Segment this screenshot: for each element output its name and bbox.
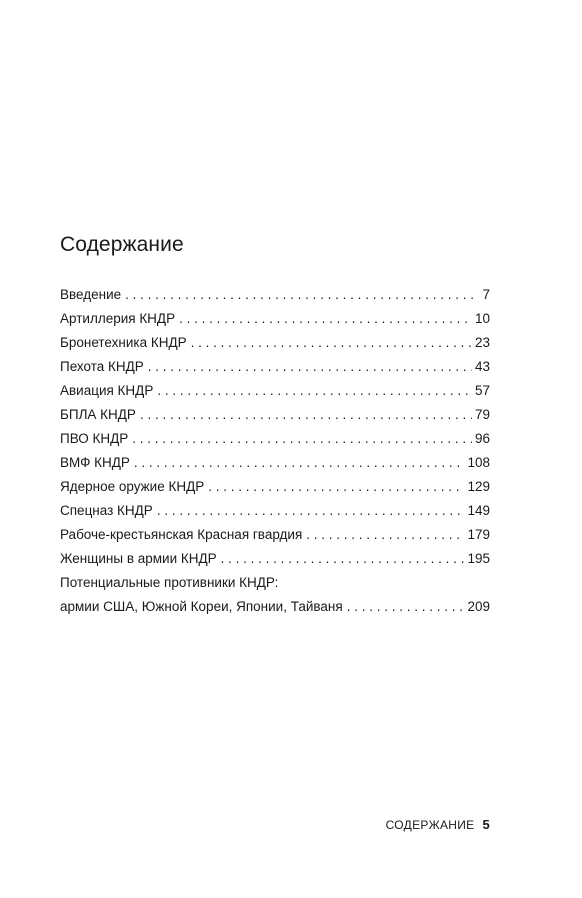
toc-entry[interactable] — [60, 475, 490, 499]
toc-entry-page: 43 — [474, 359, 490, 374]
dot-leader — [208, 475, 464, 499]
toc-entry-page: 79 — [474, 407, 490, 422]
toc-entry[interactable] — [60, 331, 490, 355]
dot-leader — [179, 307, 472, 331]
dot-leader — [157, 379, 472, 403]
toc-entry[interactable] — [60, 427, 490, 451]
toc-entry[interactable] — [60, 523, 490, 547]
toc-entry[interactable] — [60, 499, 490, 523]
toc-entry-title: Пехота КНДР — [60, 359, 144, 374]
dot-leader — [306, 523, 464, 547]
toc-entry[interactable] — [60, 403, 490, 427]
toc-entry-title: Женщины в армии КНДР — [60, 551, 217, 566]
toc-entry-title: Авиация КНДР — [60, 383, 154, 398]
toc-entry-title: Ядерное оружие КНДР — [60, 479, 205, 494]
toc-entry-page: 209 — [467, 599, 490, 614]
dot-leader — [132, 427, 472, 451]
toc-entry-page: 108 — [467, 455, 490, 470]
toc-entry-page: 7 — [482, 287, 490, 302]
toc-entry-title: Введение — [60, 287, 122, 302]
page-number: 5 — [482, 817, 490, 832]
dot-leader — [157, 499, 465, 523]
toc-entry-page: 149 — [467, 503, 490, 518]
toc-entry-title: БПЛА КНДР — [60, 407, 136, 422]
toc-entry-title-line2: армии США, Южной Кореи, Японии, Тайваня — [60, 599, 343, 614]
page-footer — [386, 817, 490, 832]
toc-entry-title: Рабоче-крестьянская Красная гвардия — [60, 527, 303, 542]
page-title: Содержание — [60, 233, 184, 256]
toc-entry-continued-title[interactable] — [60, 571, 490, 595]
toc-entry-page: 23 — [474, 335, 490, 350]
toc-entry-page: 10 — [474, 311, 490, 326]
dot-leader — [221, 547, 465, 571]
running-head: СОДЕРЖАНИЕ — [385, 818, 475, 832]
toc-entry-title: Спецназ КНДР — [60, 503, 153, 518]
toc-entry-title-line1: Потенциальные противники КНДР: — [60, 575, 279, 590]
toc-entry-title: ПВО КНДР — [60, 431, 129, 446]
toc-entry-title: ВМФ КНДР — [60, 455, 130, 470]
toc-entry[interactable] — [60, 547, 490, 571]
toc-entry-page: 129 — [467, 479, 490, 494]
toc-entry-page: 96 — [474, 431, 490, 446]
dot-leader — [140, 403, 472, 427]
toc-entry-page: 57 — [474, 383, 490, 398]
dot-leader — [148, 355, 472, 379]
dot-leader — [191, 331, 472, 355]
toc-entry[interactable] — [60, 283, 490, 307]
dot-leader — [347, 595, 465, 619]
toc-entry[interactable] — [60, 595, 490, 619]
toc-entry[interactable] — [60, 379, 490, 403]
dot-leader — [125, 283, 479, 307]
dot-leader — [134, 451, 465, 475]
toc-entry-page: 195 — [467, 551, 490, 566]
toc-entry[interactable] — [60, 451, 490, 475]
toc-entry[interactable] — [60, 355, 490, 379]
toc-entry-page: 179 — [467, 527, 490, 542]
toc-entry-title: Бронетехника КНДР — [60, 335, 187, 350]
toc-entry-title: Артиллерия КНДР — [60, 311, 176, 326]
toc-entry[interactable] — [60, 307, 490, 331]
table-of-contents — [60, 283, 490, 619]
